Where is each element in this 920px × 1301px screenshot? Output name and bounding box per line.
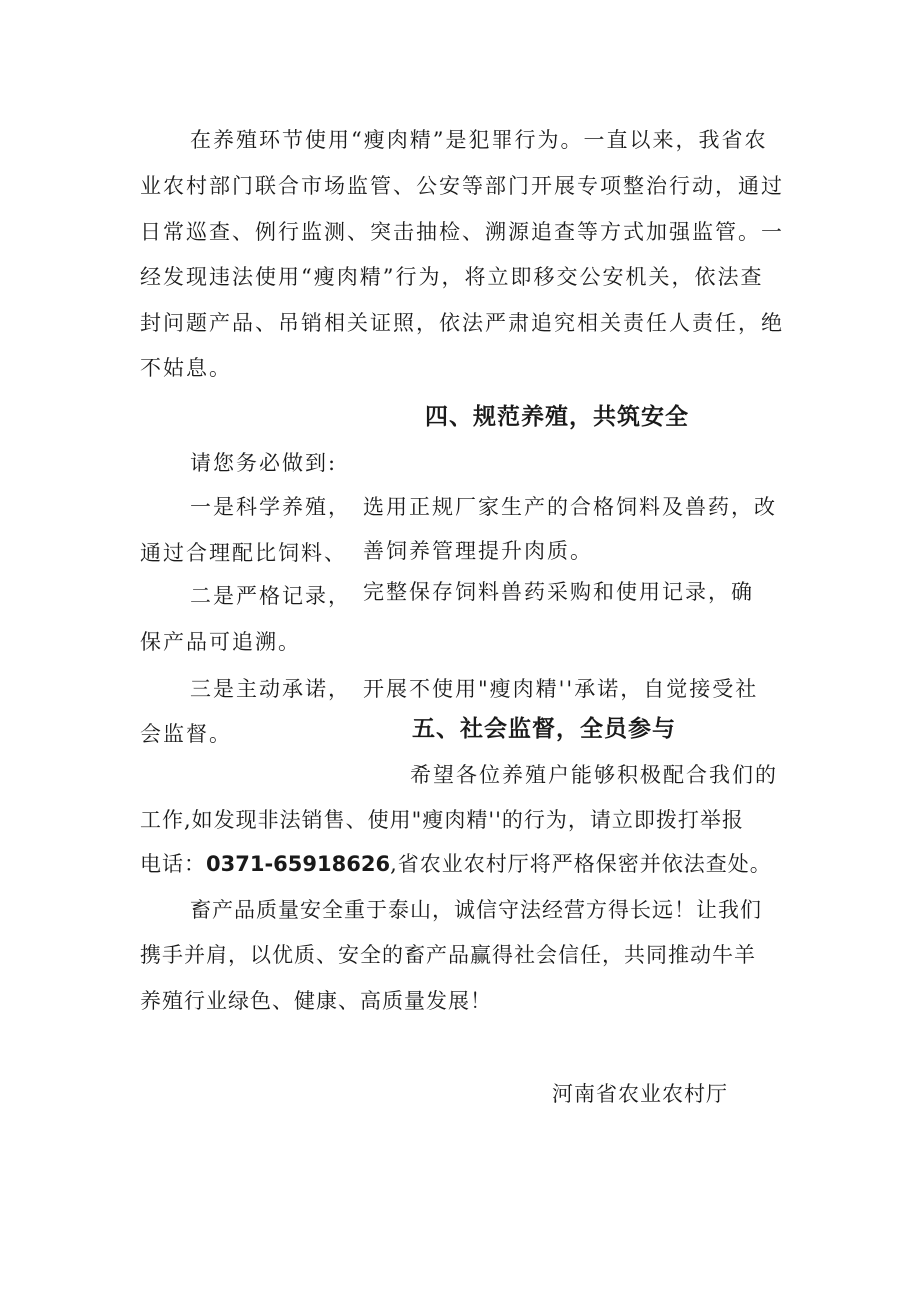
phone-number: 0371-65918626 (206, 852, 391, 876)
item3-text: 开展不使用"瘦肉精''承诺，自觉接受社 (363, 677, 759, 701)
para1-line: 不姑息。 (140, 356, 232, 380)
item2-text: 保产品可追溯。 (140, 630, 301, 654)
item3-label: 三是主动承诺， (190, 677, 351, 701)
item1-prefix: 通过合理配比饲料、 (140, 541, 347, 565)
para5-line: 工作,如发现非法销售、使用"瘦肉精''的行为，请立即拨打举报 (140, 808, 744, 832)
item2-label: 二是严格记录， (190, 584, 351, 608)
closing-line: 携手并肩，以优质、安全的畜产品赢得社会信任，共同推动牛羊 (140, 943, 756, 967)
para1-line: 封问题产品、吊销相关证照，依法严肃追究相关责任人责任，绝 (140, 311, 784, 335)
para1-line: 日常巡查、例行监测、突击抽检、溯源追查等方式加强监管。一 (140, 220, 784, 244)
intro-text: 请您务必做到: (190, 451, 338, 475)
para1-line: 经发现违法使用“瘦肉精”行为，将立即移交公安机关，依法查 (140, 265, 764, 289)
phone-suffix: ,省农业农村厅将严格保密并依法查处。 (390, 852, 772, 876)
signature: 河南省农业农村厅 (552, 1082, 728, 1106)
para1-line: 在养殖环节使用“瘦肉精”是犯罪行为。一直以来，我省农 (190, 128, 768, 152)
closing-line: 养殖行业绿色、健康、高质量发展！ (140, 989, 492, 1013)
item1-text: 选用正规厂家生产的合格饲料及兽药，改 (363, 495, 777, 519)
closing-line: 畜产品质量安全重于泰山，诚信守法经营方得长远！让我们 (190, 898, 762, 922)
section-heading-5: 五、社会监督，全员参与 (412, 716, 676, 742)
para5-line (140, 852, 772, 876)
para1-line: 业农村部门联合市场监管、公安等部门开展专项整治行动，通过 (140, 174, 784, 198)
section-heading-4: 四、规范养殖，共筑安全 (425, 404, 689, 430)
para5-line: 希望各位养殖户能够积极配合我们的 (410, 763, 778, 787)
phone-label: 电话： (140, 852, 206, 876)
item3-text: 会监督。 (140, 722, 232, 746)
item2-text: 完整保存饲料兽药采购和使用记录，确 (363, 580, 754, 604)
item1-text: 善饲养管理提升肉质。 (363, 539, 593, 563)
item1-label: 一是科学养殖， (190, 495, 351, 519)
